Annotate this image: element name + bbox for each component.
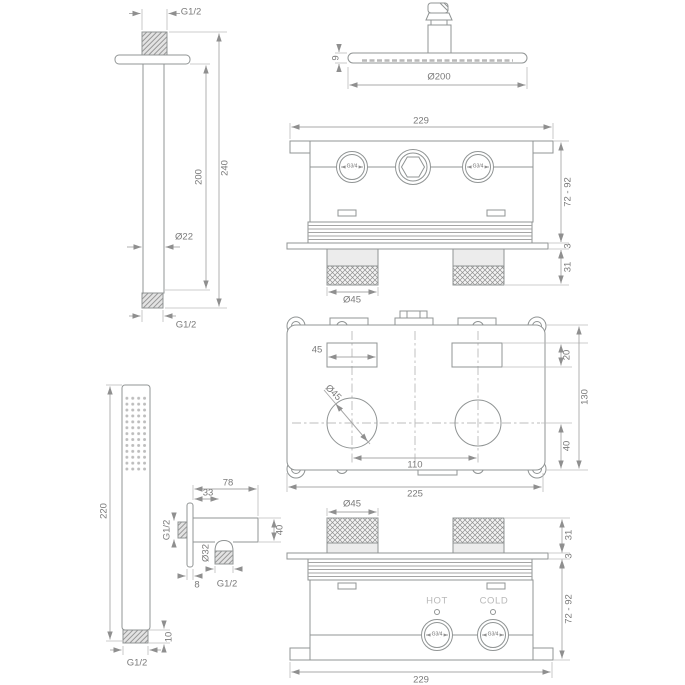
valve-bottom-width-label: 229 [413, 674, 429, 685]
valve-bottom-knob-height-label: 31 [563, 529, 575, 541]
hot-port-label: HOT [426, 595, 448, 607]
hand-shower-length-label: 220 [98, 503, 110, 519]
hand-shower-thread-height-label: 10 [163, 631, 175, 643]
elbow-body-height-label: 40 [274, 524, 286, 536]
head-diameter-label: Ø200 [427, 71, 451, 83]
valve-bottom-depth-label: 72 - 92 [563, 594, 575, 624]
arm-pipe-diameter-label: Ø22 [175, 231, 193, 243]
elbow-plate-thickness-label: 8 [194, 579, 200, 591]
valve-bottom-knob-diameter-label: Ø45 [343, 498, 361, 510]
valve-front-slot-width-label: 45 [311, 344, 323, 356]
valve-front-height-label: 130 [579, 389, 591, 405]
valve-top-knob-height-label: 31 [562, 261, 574, 273]
valve-top-knob-diameter-label: Ø45 [343, 294, 361, 306]
arm-thread-bottom-label: G1/2 [175, 319, 197, 331]
ceiling-arm-view [115, 6, 227, 322]
valve-top-depth-label: 72 - 92 [562, 177, 574, 207]
elbow-outlet-offset-label: 33 [202, 487, 214, 499]
elbow-outlet-diameter-label: Ø32 [200, 544, 212, 562]
valve-front-view [287, 311, 591, 492]
valve-top-plate-label: 3 [562, 243, 574, 249]
valve-front-hole-diameter-label: Ø45 [322, 382, 344, 404]
hand-shower-thread-label: G1/2 [126, 657, 148, 669]
valve-front-slot-height-label: 20 [561, 349, 573, 361]
cold-port-label: COLD [479, 595, 509, 607]
valve-top-view [287, 123, 569, 296]
valve-bottom-port-cold-label: G3/4 [487, 631, 499, 638]
elbow-inlet-thread-label: G1/2 [161, 519, 173, 541]
wall-elbow-view [174, 485, 281, 580]
arm-thread-top-label: G1/2 [180, 6, 202, 18]
valve-top-port-left-label: G3/4 [346, 163, 358, 170]
valve-bottom-port-hot-label: G3/4 [431, 631, 443, 638]
valve-bottom-view [287, 508, 570, 678]
valve-front-width-label: 225 [407, 488, 423, 500]
valve-top-width-label: 229 [413, 115, 429, 127]
valve-top-port-right-label: G3/4 [472, 163, 484, 170]
elbow-outlet-thread-label: G1/2 [216, 578, 238, 590]
arm-total-height-label: 240 [219, 160, 231, 176]
valve-front-hole-offset-label: 40 [561, 440, 573, 452]
valve-bottom-plate-label: 3 [563, 553, 575, 559]
arm-length-label: 200 [193, 169, 205, 185]
elbow-total-width-label: 78 [222, 477, 234, 489]
head-thickness-label: 9 [330, 55, 342, 61]
valve-front-hole-spacing-label: 110 [407, 459, 423, 471]
